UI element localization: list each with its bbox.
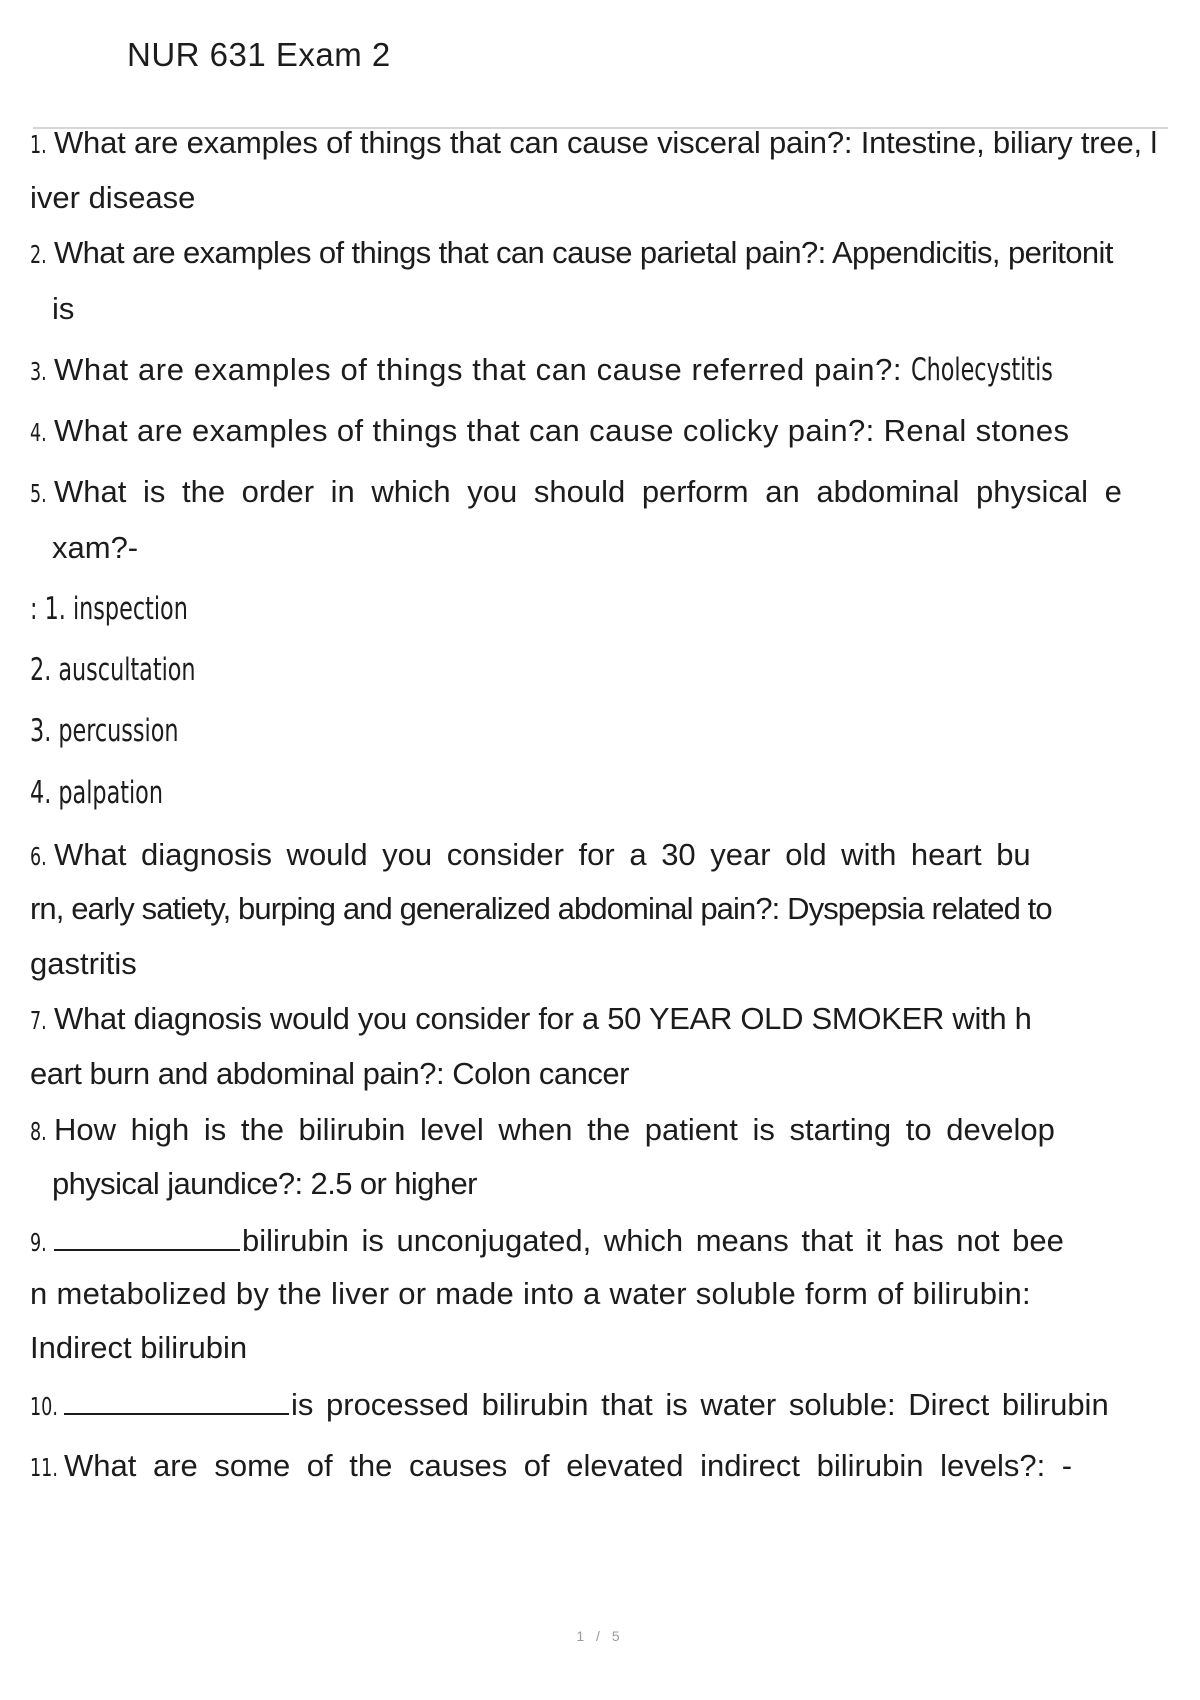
q8-line-1 <box>30 1110 1055 1152</box>
q10-answer-blank <box>64 1389 289 1415</box>
q6-number: 6. <box>30 842 47 871</box>
q11-text: What are some of the causes of elevated indirect bilirubin levels?: - <box>64 1448 1073 1483</box>
q1-text-cont: iver disease <box>30 180 196 215</box>
q4-number: 4. <box>30 418 47 447</box>
q8-line-2 <box>52 1164 477 1204</box>
q7-line-2 <box>30 1054 629 1094</box>
q5-step-4: 4. palpation <box>30 775 163 811</box>
q5-step-1: : 1. inspection <box>30 591 188 627</box>
q5-number: 5. <box>30 479 47 508</box>
q1-line-1 <box>30 123 1157 165</box>
q1-text: What are examples of things that can cause visceral pain?: Intestine, biliary tree, l <box>54 125 1158 160</box>
q4-line-1 <box>30 411 1069 453</box>
q10-text: is processed bilirubin that is water soluble: Direct bilirubin <box>291 1387 1109 1422</box>
q3-answer: Cholecystitis <box>910 352 1053 388</box>
q6-text-cont-2: gastritis <box>30 946 137 981</box>
q5-step-3: 3. percussion <box>30 713 179 749</box>
q2-text-cont: is <box>52 291 75 326</box>
q3-text: What are examples of things that can cause referred pain?: <box>54 352 903 387</box>
q1-number: 1. <box>30 130 47 159</box>
q6-text: What diagnosis would you consider for a 30 year old with heart bu <box>54 837 1031 872</box>
q7-line-1 <box>30 999 1032 1041</box>
q9-number: 9. <box>30 1228 47 1257</box>
q9-text-cont-2: Indirect bilirubin <box>30 1330 248 1365</box>
q5-line-2 <box>52 528 138 568</box>
q8-text-cont: physical jaundice?: 2.5 or higher <box>52 1166 477 1201</box>
q8-text: How high is the bilirubin level when the patient is starting to develop <box>54 1112 1055 1147</box>
q6-line-2 <box>30 889 1052 929</box>
q11-line-1 <box>30 1446 1072 1488</box>
q10-line-1 <box>30 1385 1109 1427</box>
q9-line-1 <box>30 1221 1064 1263</box>
page-number: 1 / 5 <box>576 1628 624 1644</box>
q7-number: 7. <box>30 1006 47 1035</box>
q3-line-1 <box>30 350 1088 392</box>
q6-line-3 <box>30 944 137 984</box>
q2-number: 2. <box>30 240 47 269</box>
q6-line-1 <box>30 835 1031 877</box>
q8-number: 8. <box>30 1117 47 1146</box>
q4-text: What are examples of things that can cause colicky pain?: Renal stones <box>54 413 1070 448</box>
q5-step-2: 2. auscultation <box>30 652 196 688</box>
q5-text: What is the order in which you should perform an abdominal physical e <box>54 474 1122 509</box>
q5-line-1 <box>30 472 1122 514</box>
page-title: NUR 631 Exam 2 <box>127 36 391 73</box>
q7-text-cont: eart burn and abdominal pain?: Colon cancer <box>30 1056 629 1091</box>
q3-number: 3. <box>30 357 47 386</box>
q10-number: 10. <box>30 1392 58 1421</box>
q1-line-2 <box>30 178 195 218</box>
q9-text-cont: n metabolized by the liver or made into a water soluble form of bilirubin: <box>30 1276 1031 1311</box>
q11-number: 11. <box>30 1453 58 1482</box>
q5-text-cont: xam?- <box>52 530 139 565</box>
q7-text: What diagnosis would you consider for a 50 YEAR OLD SMOKER with h <box>54 1001 1032 1036</box>
q9-text: bilirubin is unconjugated, which means that it has not bee <box>242 1223 1064 1258</box>
q9-line-3 <box>30 1328 247 1368</box>
q9-answer-blank <box>54 1225 240 1251</box>
q6-text-cont: rn, early satiety, burping and generalized abdominal pain?: Dyspepsia related to <box>30 891 1052 926</box>
q2-line-2 <box>52 289 74 329</box>
q9-line-2 <box>30 1274 1031 1314</box>
q2-line-1 <box>30 233 1113 275</box>
q2-text: What are examples of things that can cause parietal pain?: Appendicitis, peritonit <box>54 235 1113 270</box>
